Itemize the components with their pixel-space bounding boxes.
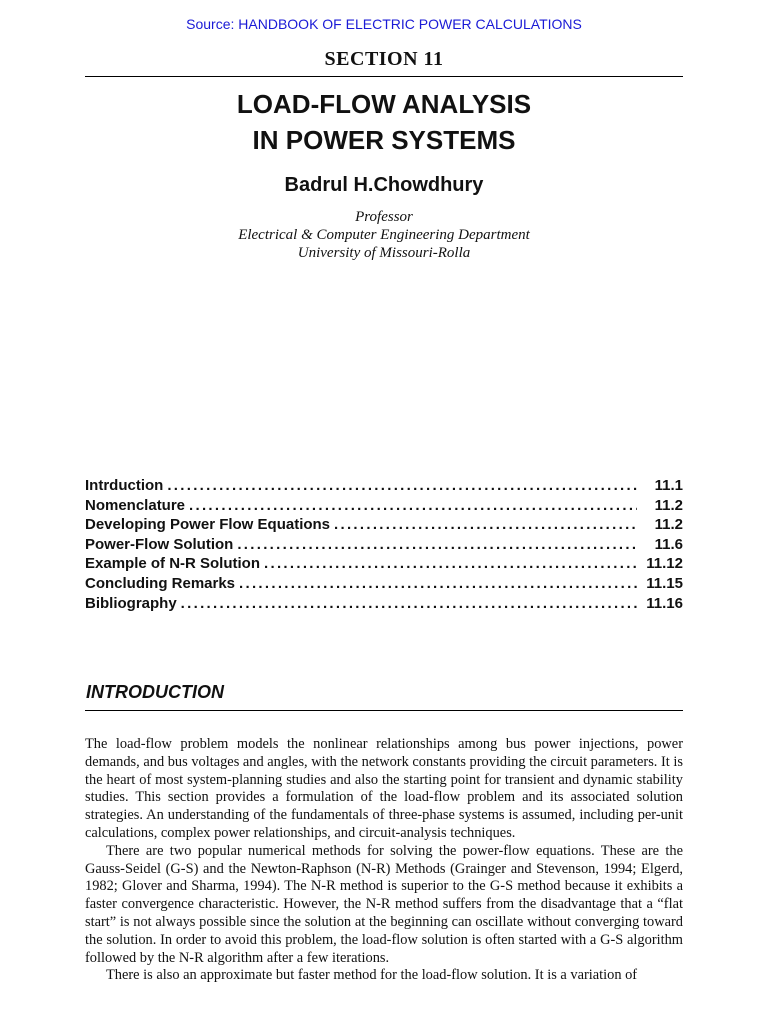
toc-leader-dots	[239, 575, 637, 592]
introduction-body	[85, 736, 683, 985]
toc-leader-dots	[334, 516, 637, 533]
toc-entry-page: 11.2	[654, 516, 683, 534]
toc-entry-label: Bibliography	[85, 594, 177, 612]
chapter-title-line-1: LOAD-FLOW ANALYSIS	[236, 89, 532, 119]
toc-entry[interactable]	[85, 555, 683, 575]
toc-entry-label: Example of N-R Solution	[85, 555, 261, 573]
toc-entry-page: 11.12	[646, 555, 683, 573]
toc-leader-dots	[167, 477, 637, 494]
body-paragraph: There is also an approximate but faster method for the load-flow solution. It is a variation of	[106, 967, 638, 984]
toc-entry[interactable]	[85, 595, 683, 615]
toc-leader-dots	[264, 555, 637, 572]
toc-entry[interactable]	[85, 477, 683, 497]
toc-entry-page: 11.2	[654, 496, 683, 514]
toc-entry[interactable]	[85, 497, 683, 517]
toc-entry[interactable]	[85, 536, 683, 556]
section-number: SECTION 11	[324, 48, 444, 70]
table-of-contents	[85, 477, 683, 614]
toc-entry-label: Nomenclature	[85, 496, 186, 514]
toc-entry-label: Concluding Remarks	[85, 574, 236, 592]
chapter-title-line-2: IN POWER SYSTEMS	[252, 125, 516, 155]
introduction-rule	[85, 710, 683, 711]
toc-entry-page: 11.6	[654, 535, 683, 553]
introduction-heading: INTRODUCTION	[86, 682, 224, 702]
toc-leader-dots	[237, 536, 637, 553]
chapter-title	[0, 86, 768, 158]
toc-entry-label: Power-Flow Solution	[85, 535, 234, 553]
author-role: Professor	[355, 209, 413, 225]
author-name: Badrul H.Chowdhury	[284, 174, 484, 196]
toc-entry[interactable]	[85, 516, 683, 536]
toc-leader-dots	[189, 497, 637, 514]
header-rule	[85, 76, 683, 77]
toc-entry-label: Developing Power Flow Equations	[85, 516, 331, 534]
toc-entry-page: 11.16	[646, 594, 683, 612]
toc-entry-label: Intrduction	[85, 477, 164, 494]
author-affiliation	[0, 208, 768, 262]
toc-leader-dots	[181, 595, 637, 612]
toc-entry[interactable]	[85, 575, 683, 595]
toc-entry-page: 11.1	[654, 477, 683, 494]
author-department: Electrical & Computer Engineering Department	[238, 227, 530, 243]
source-line: Source: HANDBOOK OF ELECTRIC POWER CALCULATIONS	[186, 16, 582, 32]
body-paragraph: The load-flow problem models the nonlinear relationships among bus power injections, power demands, and bus voltages and angles, with the network constants providing the circuit parameters. It is the heart of most system-planning studies and also the starting point for transient and dynamic stability studies. This section provides a formulation of the load-flow problem and its associated solution strategies. An understanding of the fundamentals of three-phase systems is assumed, including per-unit calculations, complex power relationships, and circuit-analysis techniques.	[85, 736, 683, 841]
body-paragraph: There are two popular numerical methods for solving the power-flow equations. These are the Gauss-Seidel (G-S) and the Newton-Raphson (N-R) Methods (Grainger and Stevenson, 1994; Elgerd, 1982; Glover and Sharma, 1994). The N-R method is superior to the G-S method because it exhibits a faster convergence characteristic. However, the N-R method suffers from the disadvantage that a “flat start” is not always possible since the solution at the beginning can oscillate without converging toward the solution. In order to avoid this problem, the load-flow solution is often started with a G-S algorithm followed by the N-R algorithm after a few iterations.	[85, 842, 683, 966]
toc-entry-page: 11.15	[646, 574, 683, 592]
author-university: University of Missouri-Rolla	[297, 245, 471, 261]
